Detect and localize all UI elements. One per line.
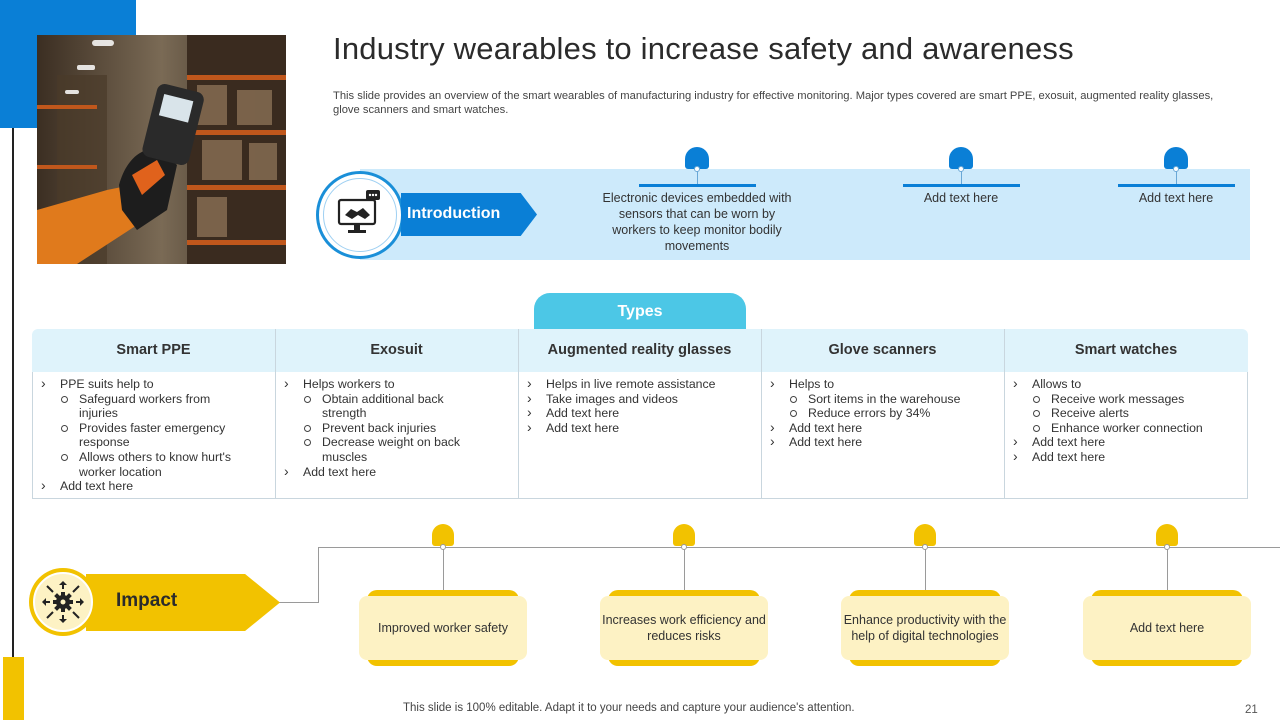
bullet-item: › Add text here — [761, 421, 961, 436]
bullet-item: › Add text here — [518, 406, 718, 421]
bullet-item: › PPE suits help to — [32, 377, 232, 392]
sub-bullet-item: Receive alerts — [1004, 406, 1226, 421]
bullet-item: › Take images and videos — [518, 392, 718, 407]
intro-pin-dot-1 — [694, 166, 700, 172]
bullet-item: › Add text here — [275, 465, 475, 480]
page-subtitle: This slide provides an overview of the smart wearables of manufacturing industry for effective monitoring. Major types covered are smart PPE, exosuit, augmented reality glasses, glove scanners and smart watches. — [333, 90, 1214, 116]
impact-pin-4 — [1156, 524, 1178, 546]
impact-pin-stem-4 — [1167, 547, 1168, 590]
intro-pin-dot-2 — [958, 166, 964, 172]
impact-pin-dot-1 — [440, 544, 446, 550]
impact-pin-stem-3 — [925, 547, 926, 590]
bullet-item: › Add text here — [1004, 435, 1226, 450]
intro-bar-1 — [639, 184, 756, 187]
column-body-smart-ppe — [32, 377, 232, 494]
impact-card-4: Add text here — [1083, 596, 1251, 660]
intro-text-2: Add text here — [923, 191, 999, 205]
sub-bullet-item: Prevent back injuries — [275, 421, 475, 436]
bullet-item: › Add text here — [1004, 450, 1226, 465]
intro-text-1: Electronic devices embedded with sensors that can be worn by workers to keep monitor bodily movements — [602, 191, 792, 253]
impact-pin-3 — [914, 524, 936, 546]
bullet-item: › Add text here — [32, 479, 232, 494]
impact-pin-2 — [673, 524, 695, 546]
sub-bullet-item: Decrease weight on back muscles — [275, 435, 475, 464]
sub-bullet-item: Obtain additional back strength — [275, 392, 475, 421]
bullet-item: › Helps in live remote assistance — [518, 377, 718, 392]
bullet-item: › Helps workers to — [275, 377, 475, 392]
types-tab: Types — [534, 293, 746, 330]
column-header-smart-ppe: Smart PPE — [116, 342, 191, 358]
column-body-exosuit — [275, 377, 475, 479]
column-body-ar-glasses — [518, 377, 718, 435]
introduction-label: Introduction — [407, 205, 501, 222]
impact-card-3: Enhance productivity with the help of digital technologies — [841, 596, 1009, 660]
column-header-exosuit: Exosuit — [370, 342, 423, 358]
hero-photo — [37, 35, 286, 264]
impact-pin-dot-3 — [922, 544, 928, 550]
column-header-smart-watches: Smart watches — [1074, 342, 1178, 358]
column-body-smart-watches — [1004, 377, 1226, 465]
impact-connector-link — [279, 602, 319, 603]
impact-connector-horizontal — [318, 547, 1280, 548]
sub-bullet-item: Sort items in the warehouse — [761, 392, 961, 407]
bullet-item: › Allows to — [1004, 377, 1226, 392]
page-number: 21 — [1245, 704, 1258, 716]
sub-bullet-item: Receive work messages — [1004, 392, 1226, 407]
intro-bar-2 — [903, 184, 1020, 187]
bullet-item: › Helps to — [761, 377, 961, 392]
bullet-item: › Add text here — [518, 421, 718, 436]
sub-bullet-item: Safeguard workers from injuries — [32, 392, 232, 421]
column-header-ar-glasses: Augmented reality glasses — [547, 342, 732, 358]
column-header-glove-scanners: Glove scanners — [828, 342, 937, 358]
impact-pin-stem-2 — [684, 547, 685, 590]
intro-pin-dot-3 — [1173, 166, 1179, 172]
impact-pin-dot-2 — [681, 544, 687, 550]
gear-arrows-icon — [42, 581, 84, 628]
left-border-line — [12, 128, 14, 658]
column-body-glove-scanners — [761, 377, 961, 450]
sub-bullet-item: Allows others to know hurt's worker location — [32, 450, 232, 479]
impact-pin-dot-4 — [1164, 544, 1170, 550]
sub-bullet-item: Enhance worker connection — [1004, 421, 1226, 436]
impact-pin-stem-1 — [443, 547, 444, 590]
impact-label: Impact — [116, 590, 178, 611]
footer-note: This slide is 100% editable. Adapt it to your needs and capture your audience's attention. — [403, 702, 855, 714]
handshake-monitor-icon — [336, 188, 384, 243]
yellow-corner-accent — [3, 657, 24, 720]
impact-card-2: Increases work efficiency and reduces risks — [600, 596, 768, 660]
page-title: Industry wearables to increase safety and awareness — [333, 31, 1074, 66]
bullet-item: › Add text here — [761, 435, 961, 450]
impact-card-1: Improved worker safety — [359, 596, 527, 660]
intro-text-3: Add text here — [1138, 191, 1214, 205]
intro-bar-3 — [1118, 184, 1235, 187]
impact-connector-vertical — [318, 547, 319, 603]
sub-bullet-item: Reduce errors by 34% — [761, 406, 961, 421]
sub-bullet-item: Provides faster emergency response — [32, 421, 232, 450]
impact-pin-1 — [432, 524, 454, 546]
